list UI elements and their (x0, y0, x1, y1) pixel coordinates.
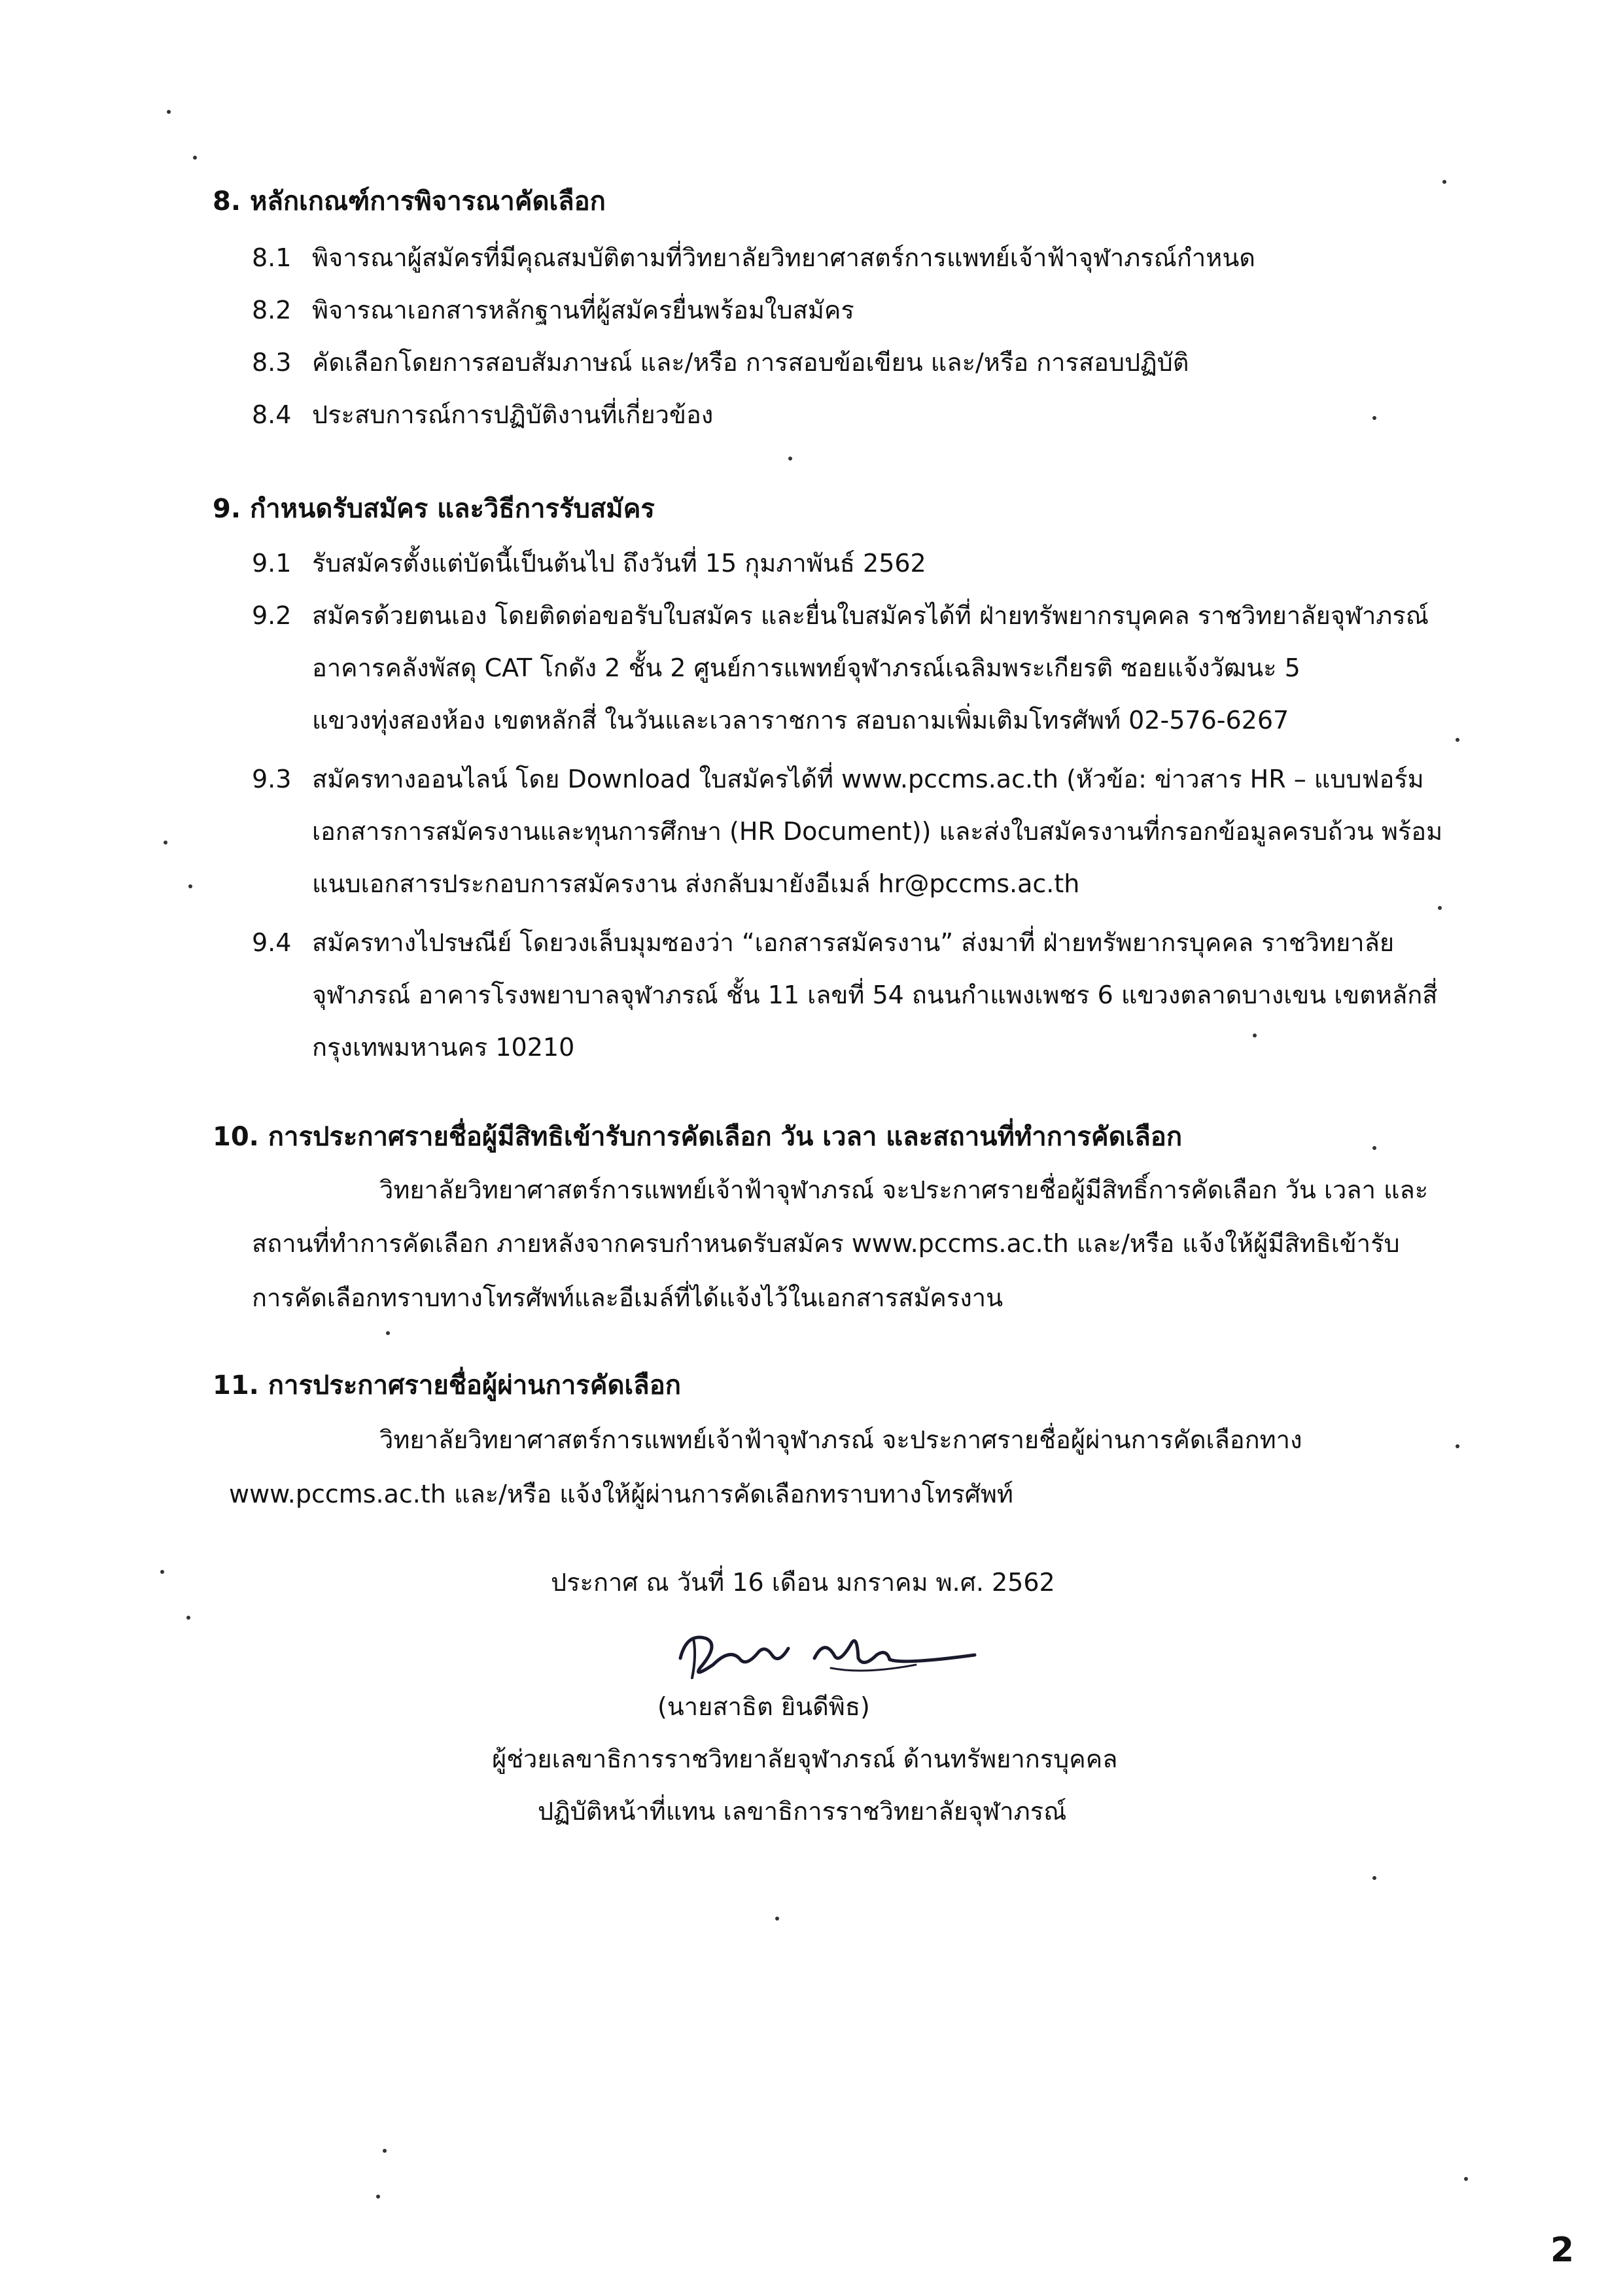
scan-speck (386, 1331, 390, 1335)
section-9-item-2-line-3: แขวงทุ่งสองห้อง เขตหลักสี่ ในวันและเวลาราชการ สอบถามเพิ่มเติมโทรศัพท์ 02-576-6267 (312, 706, 1289, 735)
section-10-line-3: การคัดเลือกทราบทางโทรศัพท์และอีเมล์ที่ได้แจ้งไว้ในเอกสารสมัครงาน (252, 1283, 1003, 1312)
scan-speck (1464, 2177, 1468, 2181)
item-text: รับสมัครตั้งแต่บัดนี้เป็นต้นไป ถึงวันที่ 15 กุมภาพันธ์ 2562 (312, 549, 926, 578)
section-11-heading: 11. การประกาศรายชื่อผู้ผ่านการคัดเลือก (213, 1370, 681, 1400)
section-9-heading: 9. กำหนดรับสมัคร และวิธีการรับสมัคร (213, 494, 655, 524)
announcement-date: ประกาศ ณ วันที่ 16 เดือน มกราคม พ.ศ. 2562 (551, 1568, 1055, 1597)
scan-speck (188, 884, 192, 888)
scan-speck (1372, 1146, 1376, 1150)
scan-speck (1253, 1034, 1257, 1037)
item-text: สมัครทางออนไลน์ โดย Download ใบสมัครได้ที่ www.pccms.ac.th (หัวข้อ: ข่าวสาร HR – แบบฟอร์ม (312, 765, 1424, 793)
section-10-line-2: สถานที่ทำการคัดเลือก ภายหลังจากครบกำหนดรับสมัคร www.pccms.ac.th และ/หรือ แจ้งให้ผู้มีสิทธิเข้ารับ (252, 1229, 1400, 1258)
scan-speck (160, 1570, 164, 1574)
item-text: ประสบการณ์การปฏิบัติงานที่เกี่ยวข้อง (312, 400, 714, 429)
section-9-item-4-line-2: จุฬาภรณ์ อาคารโรงพยาบาลจุฬาภรณ์ ชั้น 11 เลขที่ 54 ถนนกำแพงเพชร 6 แขวงตลาดบางเขน เขตหลักสี่ (312, 981, 1438, 1009)
scan-speck (1456, 738, 1459, 742)
scan-speck (1442, 180, 1446, 184)
item-number: 9.3 (252, 765, 292, 793)
section-9-item-3-line-2: เอกสารการสมัครงานและทุนการศึกษา (HR Document)) และส่งใบสมัครงานที่กรอกข้อมูลครบถ้วน พร้อม (312, 817, 1443, 846)
section-8-item-3 (252, 343, 1189, 381)
item-number: 9.2 (252, 601, 292, 630)
section-9-item-1 (252, 544, 926, 582)
item-number: 9.1 (252, 549, 292, 578)
section-8-heading: 8. หลักเกณฑ์การพิจารณาคัดเลือก (213, 186, 606, 217)
scan-speck (164, 841, 167, 844)
item-number: 8.3 (252, 348, 292, 377)
section-8-item-1 (252, 239, 1255, 277)
item-text: สมัครทางไปรษณีย์ โดยวงเล็บมุมซองว่า “เอกสารสมัครงาน” ส่งมาที่ ฝ่ายทรัพยากรบุคคล ราชวิทยาลัย (312, 928, 1395, 957)
scan-speck (193, 156, 197, 160)
section-11-line-1: วิทยาลัยวิทยาศาสตร์การแพทย์เจ้าฟ้าจุฬาภรณ์ จะประกาศรายชื่อผู้ผ่านการคัดเลือกทาง (379, 1425, 1302, 1454)
section-9-item-2-line-2: อาคารคลังพัสดุ CAT โกดัง 2 ชั้น 2 ศูนย์การแพทย์จุฬาภรณ์เฉลิมพระเกียรติ ซอยแจ้งวัฒนะ 5 (312, 653, 1300, 682)
section-9-item-2 (252, 597, 1429, 635)
section-9-item-4 (252, 924, 1394, 962)
section-11-line-2: www.pccms.ac.th และ/หรือ แจ้งให้ผู้ผ่านการคัดเลือกทราบทางโทรศัพท์ (229, 1480, 1013, 1508)
scan-speck (167, 110, 171, 114)
section-9-item-3 (252, 760, 1424, 798)
scan-speck (1372, 416, 1376, 420)
section-8-item-2 (252, 291, 854, 329)
item-number: 8.1 (252, 243, 292, 272)
scan-speck (775, 1917, 779, 1921)
section-10-heading: 10. การประกาศรายชื่อผู้มีสิทธิเข้ารับการคัดเลือก วัน เวลา และสถานที่ทำการคัดเลือก (213, 1122, 1183, 1152)
signatory-title-line-1: ผู้ช่วยเลขาธิการราชวิทยาลัยจุฬาภรณ์ ด้านทรัพยากรบุคคล (492, 1745, 1118, 1773)
item-text: พิจารณาเอกสารหลักฐานที่ผู้สมัครยื่นพร้อมใบสมัคร (312, 296, 854, 324)
scan-speck (376, 2195, 380, 2199)
item-text: พิจารณาผู้สมัครที่มีคุณสมบัติตามที่วิทยาลัยวิทยาศาสตร์การแพทย์เจ้าฟ้าจุฬาภรณ์กำหนด (312, 243, 1255, 272)
section-9-item-4-line-3: กรุงเทพมหานคร 10210 (312, 1033, 575, 1062)
signatory-title-line-2: ปฏิบัติหน้าที่แทน เลขาธิการราชวิทยาลัยจุฬาภรณ์ (538, 1797, 1067, 1826)
section-9-item-3-line-3: แนบเอกสารประกอบการสมัครงาน ส่งกลับมายังอีเมล์ hr@pccms.ac.th (312, 869, 1080, 898)
scan-speck (383, 2149, 387, 2153)
page-mark: 2 (1550, 2231, 1575, 2270)
scan-speck (788, 457, 792, 461)
section-10-line-1: วิทยาลัยวิทยาศาสตร์การแพทย์เจ้าฟ้าจุฬาภรณ์ จะประกาศรายชื่อผู้มีสิทธิ์การคัดเลือก วัน เวลา และ (379, 1175, 1429, 1204)
item-text: คัดเลือกโดยการสอบสัมภาษณ์ และ/หรือ การสอบข้อเขียน และ/หรือ การสอบปฏิบัติ (312, 348, 1189, 377)
item-text: สมัครด้วยตนเอง โดยติดต่อขอรับใบสมัคร และยื่นใบสมัครได้ที่ ฝ่ายทรัพยากรบุคคล ราชวิทยาลัยจุฬาภรณ์ (312, 601, 1429, 630)
item-number: 8.2 (252, 296, 292, 324)
item-number: 9.4 (252, 928, 292, 957)
handwritten-signature (667, 1619, 981, 1691)
signatory-name: (นายสาธิต ยินดีพิธ) (657, 1692, 870, 1721)
scan-speck (1456, 1444, 1459, 1448)
item-number: 8.4 (252, 400, 292, 429)
scan-speck (1438, 906, 1442, 910)
scan-speck (1372, 1876, 1376, 1880)
scan-speck (186, 1616, 190, 1620)
section-8-item-4 (252, 396, 713, 434)
